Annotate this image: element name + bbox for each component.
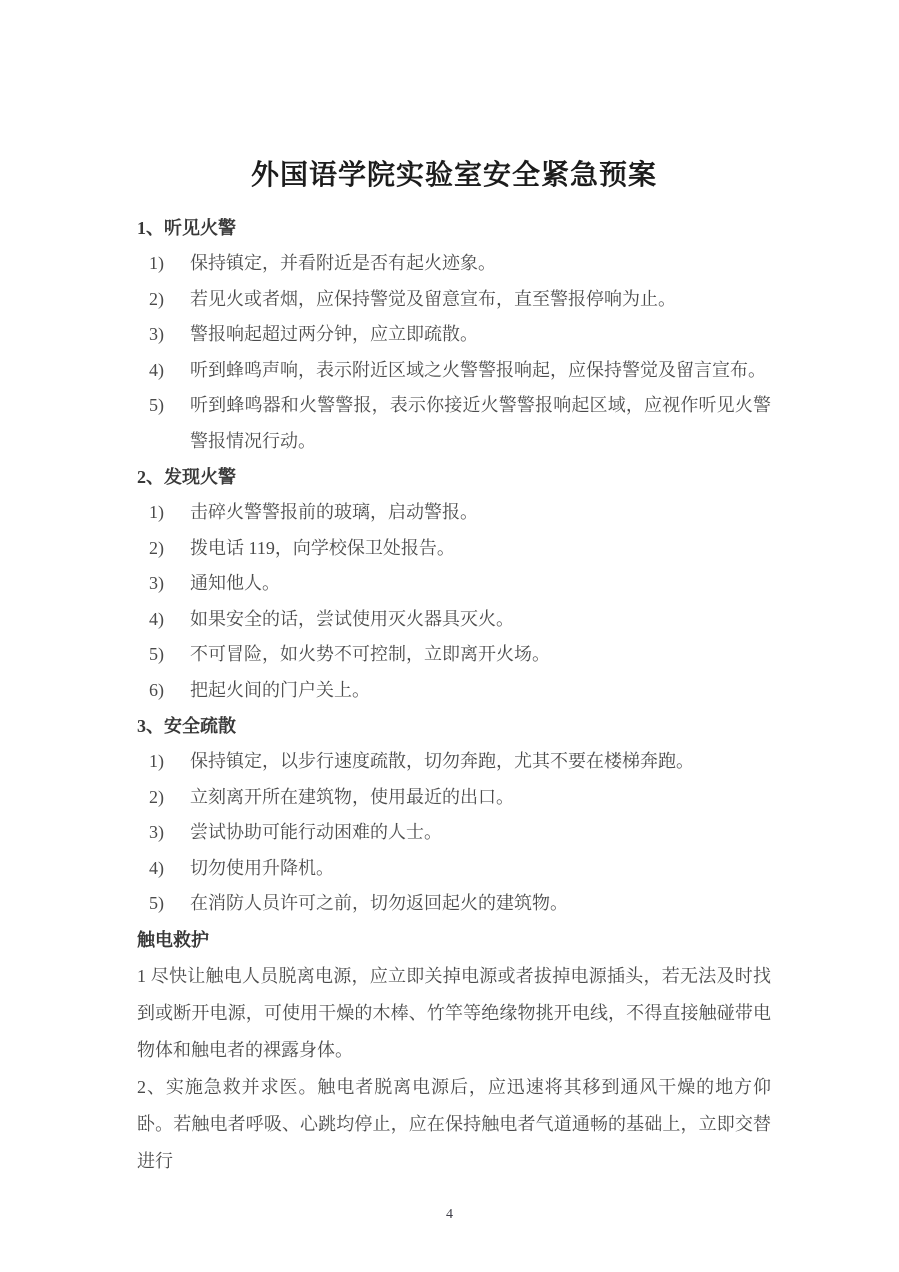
list-item-text: 把起火间的门户关上。	[190, 679, 370, 700]
section-discover-fire	[137, 459, 771, 708]
list-item	[137, 353, 771, 389]
list-item-marker: 4)	[149, 359, 164, 380]
list-item-marker: 5)	[149, 893, 164, 913]
section-heading: 3、安全疏散	[137, 716, 236, 736]
list-item-marker: 5)	[149, 395, 164, 415]
list-item	[137, 317, 771, 353]
list-item-text: 若见火或者烟，应保持警觉及留意宣布，直至警报停响为止。	[190, 288, 676, 309]
page-number: 4	[446, 1207, 453, 1222]
list-item-text: 通知他人。	[190, 573, 280, 593]
list-item-text: 拨电话 119，向学校保卫处报告。	[190, 537, 455, 558]
list-item-text: 切勿使用升降机。	[190, 857, 334, 878]
electric-shock-paragraph: 1 尽快让触电人员脱离电源，应立即关掉电源或者拔掉电源插头，若无法及时找到或断开电源，可使用干燥的木棒、竹竿等绝缘物挑开电线，不得直接触碰带电物体和触电者的裸露身体。	[137, 965, 771, 1060]
list-item-marker: 4)	[149, 608, 164, 629]
list-item	[137, 815, 771, 851]
list-item-marker: 1)	[149, 502, 164, 522]
electric-shock-heading: 触电救护	[137, 929, 209, 950]
list-item-marker: 3)	[149, 573, 164, 593]
list-item	[137, 780, 771, 816]
section-heading: 1、听见火警	[137, 218, 236, 238]
list-item	[137, 637, 771, 673]
section-safe-evacuation	[137, 708, 771, 922]
list-item	[137, 246, 771, 282]
section-hear-fire-alarm	[137, 210, 771, 459]
list-item-text: 立刻离开所在建筑物，使用最近的出口。	[190, 786, 514, 807]
list-item-text: 保持镇定，以步行速度疏散，切勿奔跑，尤其不要在楼梯奔跑。	[190, 751, 694, 771]
section-heading: 2、发现火警	[137, 467, 236, 487]
list-item	[137, 531, 771, 567]
list-item	[137, 388, 771, 459]
list-item-text: 尝试协助可能行动困难的人士。	[190, 822, 442, 842]
list-item-marker: 3)	[149, 822, 164, 842]
list-item-marker: 5)	[149, 644, 164, 664]
list-item-text: 如果安全的话，尝试使用灭火器具灭火。	[190, 608, 514, 629]
list-item-text: 保持镇定，并看附近是否有起火迹象。	[190, 253, 496, 273]
list-item-marker: 2)	[149, 537, 164, 558]
list-item-text: 击碎火警警报前的玻璃，启动警报。	[190, 502, 478, 522]
list-item	[137, 282, 771, 318]
document-title: 外国语学院实验室安全紧急预案	[250, 159, 657, 190]
list-item-marker: 2)	[149, 786, 164, 807]
list-item-marker: 2)	[149, 288, 164, 309]
list-item-text: 警报响起超过两分钟，应立即疏散。	[190, 324, 478, 344]
list-item-marker: 1)	[149, 253, 164, 273]
list-item	[137, 566, 771, 602]
list-item-text: 在消防人员许可之前，切勿返回起火的建筑物。	[190, 893, 568, 913]
list-item	[137, 886, 771, 922]
list-item-marker: 6)	[149, 679, 164, 700]
list-item-marker: 1)	[149, 751, 164, 771]
section-electric-shock-rescue	[137, 922, 771, 1180]
list-item-marker: 3)	[149, 324, 164, 344]
list-item	[137, 744, 771, 780]
list-item	[137, 851, 771, 887]
list-item-text: 听到蜂鸣器和火警警报，表示你接近火警警报响起区域，应视作听见火警警报情况行动。	[190, 395, 771, 451]
electric-shock-paragraph: 2、实施急救并求医。触电者脱离电源后，应迅速将其移到通风干燥的地方仰卧。若触电者呼吸、心跳均停止，应在保持触电者气道通畅的基础上，立即交替进行	[137, 1076, 771, 1171]
list-item-text: 不可冒险，如火势不可控制，立即离开火场。	[190, 644, 550, 664]
list-item	[137, 673, 771, 709]
list-item-marker: 4)	[149, 857, 164, 878]
list-item	[137, 602, 771, 638]
list-item-text: 听到蜂鸣声响，表示附近区域之火警警报响起，应保持警觉及留言宣布。	[190, 359, 766, 380]
list-item	[137, 495, 771, 531]
